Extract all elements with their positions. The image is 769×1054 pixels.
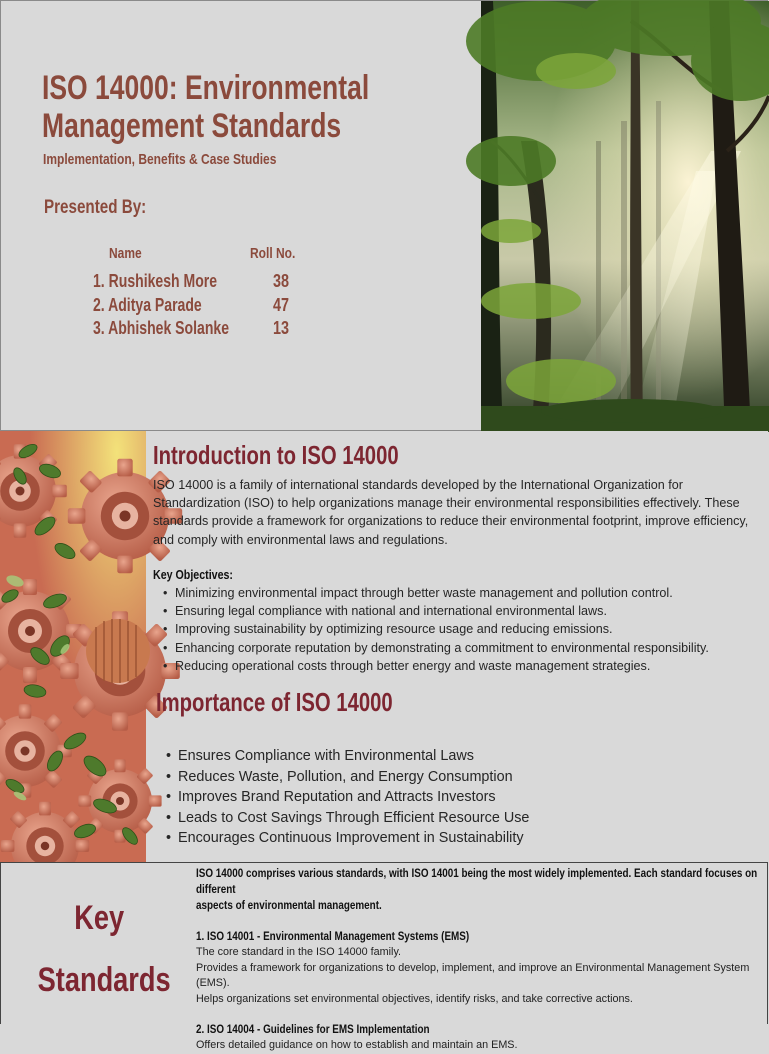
standards-intro-line: ISO 14000 comprises various standards, with ISO 14001 being the most widely implemented. Each standard focuses on different bbox=[196, 868, 758, 896]
key-heading-text: Key bbox=[74, 899, 124, 937]
presenter-row bbox=[93, 271, 303, 295]
forest-image bbox=[481, 1, 769, 432]
presenter-roll: 13 bbox=[272, 318, 289, 338]
slide-title-line-2: Management Standards bbox=[42, 107, 342, 145]
key-heading bbox=[1, 899, 197, 938]
intro-heading: Introduction to ISO 14000 bbox=[153, 440, 399, 470]
importance-list bbox=[166, 746, 746, 849]
list-item: • Minimizing environmental impact through better waste management and pollution control. bbox=[163, 584, 763, 602]
standard-text: (EMS). bbox=[196, 977, 230, 989]
list-item: • Reduces Waste, Pollution, and Energy Consumption bbox=[166, 767, 746, 788]
intro-paragraph: ISO 14000 is a family of international standards developed by the International Organization for Standardization (ISO) to help organizations manage their environmental responsibilities effectively. These standards provide a framework for organizations to reduce their environmental footprint, improve efficiency, and comply with environmental laws and regulations. bbox=[153, 478, 749, 547]
standard-text: The core standard in the ISO 14000 family. bbox=[196, 946, 402, 958]
standards-content bbox=[196, 866, 768, 1054]
slide-subtitle: Implementation, Benefits & Case Studies bbox=[43, 151, 277, 168]
importance-heading: Importance of ISO 14000 bbox=[156, 687, 393, 717]
presenter-roll: 47 bbox=[272, 295, 289, 315]
standard-title: 1. ISO 14001 - Environmental Management Systems (EMS) bbox=[196, 931, 470, 943]
list-item: • Leads to Cost Savings Through Efficient Resource Use bbox=[166, 808, 746, 829]
standards-intro-line: aspects of environmental management. bbox=[196, 900, 382, 912]
standards-heading bbox=[1, 961, 207, 1000]
list-item: • Improves Brand Reputation and Attracts Investors bbox=[166, 787, 746, 808]
presenter-name: 3. Abhishek Solanke bbox=[93, 318, 230, 338]
objectives-heading: Key Objectives: bbox=[153, 567, 233, 582]
name-column-header: Name bbox=[109, 245, 142, 262]
standard-title: 2. ISO 14004 - Guidelines for EMS Implementation bbox=[196, 1024, 430, 1036]
slide-title-line-1: ISO 14000: Environmental bbox=[42, 69, 370, 107]
presented-by-label: Presented By: bbox=[44, 197, 147, 218]
title-slide bbox=[0, 0, 768, 431]
presenter-name: 1. Rushikesh More bbox=[93, 271, 218, 291]
list-item: • Ensures Compliance with Environmental Laws bbox=[166, 746, 746, 767]
standards-heading-text: Standards bbox=[37, 961, 171, 999]
presenter-row bbox=[93, 318, 303, 342]
introduction-slide bbox=[0, 431, 768, 862]
roll-column-header: Roll No. bbox=[250, 245, 296, 262]
list-item: • Enhancing corporate reputation by demonstrating a commitment to environmental responsibility. bbox=[163, 639, 763, 657]
presenter-row bbox=[93, 295, 303, 319]
list-item: • Encourages Continuous Improvement in Sustainability bbox=[166, 828, 746, 849]
standard-text: Provides a framework for organizations to develop, implement, and improve an Environmental Management System bbox=[196, 961, 750, 974]
key-standards-slide bbox=[0, 862, 768, 1051]
list-item: • Reducing operational costs through better energy and waste management strategies. bbox=[163, 657, 763, 675]
presenter-name: 2. Aditya Parade bbox=[93, 295, 202, 315]
objectives-list bbox=[163, 584, 763, 675]
list-item: • Improving sustainability by optimizing resource usage and reducing emissions. bbox=[163, 620, 763, 638]
slide-title bbox=[42, 69, 369, 145]
list-item: • Ensuring legal compliance with national and international environmental laws. bbox=[163, 602, 763, 620]
gears-leaves-image bbox=[0, 431, 146, 862]
standard-text: Offers detailed guidance on how to establish and maintain an EMS. bbox=[196, 1039, 518, 1051]
standard-text: Helps organizations set environmental objectives, identify risks, and take corrective actions. bbox=[196, 992, 633, 1005]
presenter-roll: 38 bbox=[272, 271, 289, 291]
